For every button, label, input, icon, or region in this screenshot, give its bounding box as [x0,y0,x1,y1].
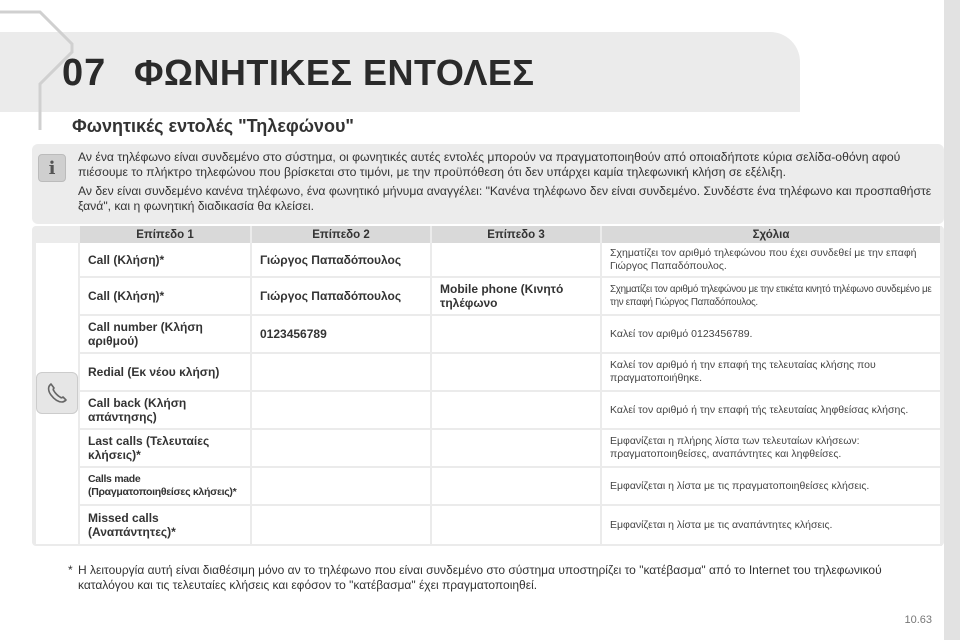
cell-comment: Καλεί τον αριθμό ή την επαφή τής τελευταίας ληφθείσας κλήσης. [601,391,941,429]
section-title: Φωνητικές εντολές "Τηλεφώνου" [72,116,354,136]
cell-level-2: Γιώργος Παπαδόπουλος [251,243,431,277]
page-title: ΦΩΝΗΤΙΚΕΣ ΕΝΤΟΛΕΣ [134,52,535,93]
cell-level-2 [251,429,431,467]
table-row [36,353,941,391]
info-paragraph-1: Αν ένα τηλέφωνο είναι συνδεμένο στο σύστημα, οι φωνητικές αυτές εντολές μπορούν να πραγματοποιηθούν από οποιαδήποτε κύρια σελίδα-οθόνη αφού πιέσουμε το πλήκτρο τηλεφώνου που βρίσκεται στο τιμόνι, με την προϋπόθεση ότι δεν υπάρχει καμία τηλεφωνική κλήση σε εξέλιξη. [78,150,901,179]
cell-level-1: Last calls (Τελευταίες κλήσεις)* [79,429,251,467]
cell-comment: Σχηματίζει τον αριθμό τηλεφώνου με την ετικέτα κινητό τηλέφωνο συνδεμένο με την επαφή Γιώργος Παπαδόπουλος. [601,277,941,315]
info-paragraph-2: Αν δεν είναι συνδεμένο κανένα τηλέφωνο, ένα φωνητικό μήνυμα αναγγέλει: "Κανένα τηλέφωνο δεν είναι συνδεμένο. Συνδέστε ένα τηλέφωνο και προσπαθήστε ξανά", και η φωνητική διαδικασία θα κλείσει. [78,184,932,213]
table-row [36,429,941,467]
footnote [68,563,938,593]
cell-level-1: Call (Κλήση)* [79,277,251,315]
table-row [36,243,941,277]
cell-level-1: Call (Κλήση)* [79,243,251,277]
table-row [36,467,941,505]
cell-level-2: Γιώργος Παπαδόπουλος [251,277,431,315]
header-comments: Σχόλια [601,226,941,243]
table-row [36,505,941,545]
cell-level-3 [431,243,601,277]
phone-icon-box [36,372,78,414]
header-level-1: Επίπεδο 1 [79,226,251,243]
phone-icon [37,373,77,413]
cell-level-3 [431,315,601,353]
cell-level-2 [251,505,431,545]
footnote-text: Η λειτουργία αυτή είναι διαθέσιμη μόνο αν το τηλέφωνο που είναι συνδεμένο στο σύστημα υποστηρίζει το "κατέβασμα" από το Internet του τηλεφωνικού καταλόγου και τις τελευταίες κλήσεις και εφόσον το "κατέβασμα" έχει πραγματοποιηθεί. [78,563,882,592]
cell-level-2 [251,391,431,429]
cell-level-3 [431,505,601,545]
cell-level-3 [431,429,601,467]
cell-level-3: Mobile phone (Κινητό τηλέφωνο [431,277,601,315]
info-icon: i [38,154,66,182]
cell-comment: Εμφανίζεται η λίστα με τις πραγματοποιηθείσες κλήσεις. [601,467,941,505]
cell-level-1: Redial (Εκ νέου κλήση) [79,353,251,391]
cell-level-2 [251,353,431,391]
header-level-3: Επίπεδο 3 [431,226,601,243]
table-row [36,391,941,429]
cell-level-1: Call back (Κλήση απάντησης) [79,391,251,429]
cell-level-3 [431,467,601,505]
cell-comment: Καλεί τον αριθμό 0123456789. [601,315,941,353]
cell-level-3 [431,391,601,429]
cell-level-1: Missed calls (Αναπάντητες)* [79,505,251,545]
cell-level-3 [431,353,601,391]
chapter-number: 07 [62,52,107,94]
cell-level-2 [251,467,431,505]
table-header-row [36,226,941,243]
commands-table-wrap [32,226,944,546]
cell-level-1: Calls made (Πραγματοποιηθείσες κλήσεις)* [79,467,251,505]
cell-comment: Καλεί τον αριθμό ή την επαφή της τελευταίας κλήσης που πραγματοποιήθηκε. [601,353,941,391]
table-row [36,315,941,353]
cell-level-1: Call number (Κλήση αριθμού) [79,315,251,353]
phone-icon-cell [36,243,79,545]
cell-comment: Εμφανίζεται η πλήρης λίστα των τελευταίων κλήσεων: πραγματοποιηθείσες, αναπάντητες και ληφθείσες. [601,429,941,467]
side-strip [944,0,960,640]
footnote-marker: * [68,563,73,577]
info-text [78,150,938,218]
table-row [36,277,941,315]
page-number: 10.63 [904,614,932,626]
cell-comment: Εμφανίζεται η λίστα με τις αναπάντητες κλήσεις. [601,505,941,545]
header-level-2: Επίπεδο 2 [251,226,431,243]
header-icon-col [36,226,79,243]
cell-level-2: 0123456789 [251,315,431,353]
commands-table [36,226,942,546]
cell-comment: Σχηματίζει τον αριθμό τηλεφώνου που έχει συνδεθεί με την επαφή Γιώργος Παπαδόπουλος. [601,243,941,277]
